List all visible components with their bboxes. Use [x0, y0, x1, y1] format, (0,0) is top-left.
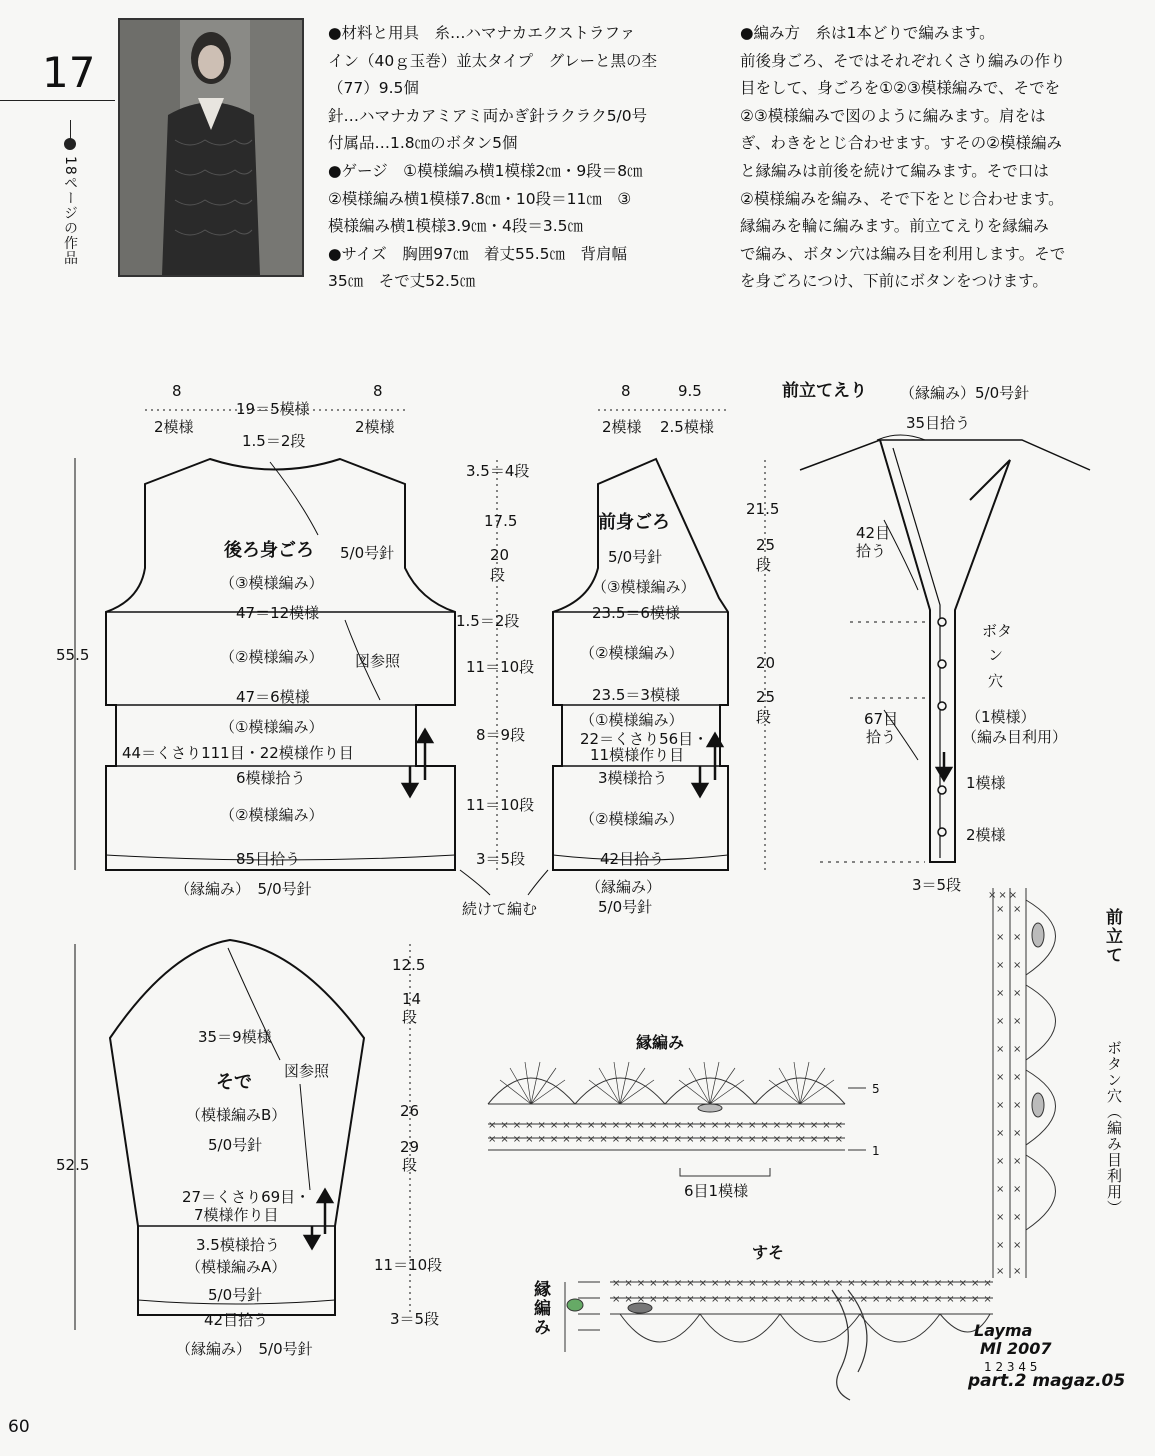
back-height: 55.5 — [56, 646, 90, 664]
watermark-line1: Layma — [974, 1321, 1033, 1340]
svg-text:×: × — [996, 932, 1005, 943]
back-top-right: 8 — [373, 382, 383, 400]
collar-button-e: （編み目利用） — [962, 728, 1068, 746]
sleeve-pickup-42: 42目拾う — [204, 1311, 269, 1329]
back-neck-rows: 1.5＝2段 — [242, 432, 306, 450]
back-body-title: 後ろ身ごろ — [224, 540, 314, 561]
front-edge: （縁編み） — [586, 878, 662, 896]
dim-yoke-rows: 1.5＝2段 — [456, 612, 520, 630]
page-number: 60 — [8, 1417, 30, 1437]
front-top-right-sub: 2.5模様 — [660, 418, 714, 436]
front-chain-a: 22＝くさり56目・ — [580, 730, 709, 748]
instructions-line: 前後身ごろ、そではそれぞれくさり編みの作り — [740, 51, 1066, 70]
collar-button-a: ボタ — [982, 622, 1013, 640]
svg-text:×: × — [996, 1044, 1005, 1055]
sleeve-ref: 図参照 — [284, 1062, 330, 1080]
materials-line: 付属品…1.8㎝のボタン5個 — [328, 134, 518, 153]
edging-row-1: 1 — [872, 1144, 880, 1158]
dim-hem-pattern-rows: 11＝10段 — [466, 796, 535, 814]
sleeve-dim-1c: 段 — [402, 1008, 418, 1026]
dim-pattern2-rows: 11＝10段 — [466, 658, 535, 676]
front-pickup-42: 42目拾う — [600, 850, 665, 868]
svg-text:×: × — [996, 1212, 1005, 1223]
sleeve-dim-2a: 26 — [400, 1102, 420, 1120]
hem-side-label: 縁編み — [530, 1280, 550, 1337]
svg-text:×: × — [996, 904, 1005, 915]
front-body-title: 前身ごろ — [598, 512, 670, 533]
back-pattern2: （②模様編み） — [220, 648, 324, 666]
svg-text:×: × — [1013, 932, 1022, 943]
front-chain-b: 11模様作り目 — [590, 746, 685, 764]
svg-text:×: × — [1013, 904, 1022, 915]
materials-line: ②模様編み横1模様7.8㎝・10段＝11㎝ ③ — [328, 189, 632, 208]
front-dim-a3: 段 — [756, 556, 772, 574]
svg-text:×: × — [1013, 1128, 1022, 1139]
svg-text:×: × — [1013, 960, 1022, 971]
collar-button-d: （1模様） — [966, 708, 1036, 726]
front-dim-a1: 21.5 — [746, 500, 780, 518]
materials-line: ●ゲージ ①模様編み横1模様2㎝・9段＝8㎝ — [328, 161, 643, 180]
back-width-47-12: 47＝12模様 — [236, 604, 320, 622]
back-ref: 図参照 — [355, 652, 401, 670]
collar-pick-67a: 67目 — [864, 710, 899, 728]
sleeve-dim-1a: 12.5 — [392, 956, 426, 974]
watermark-line3: part.2 magaz.05 — [968, 1371, 1126, 1391]
svg-text:×: × — [1013, 1240, 1022, 1251]
svg-text:×: × — [996, 1128, 1005, 1139]
sleeve-needle2: 5/0号針 — [208, 1286, 263, 1304]
svg-text:××××××××××××××××××××××××××××××: ××××××××××××××××××××××××××××××× — [612, 1278, 996, 1289]
svg-text:×: × — [996, 1240, 1005, 1251]
front-dim-b3: 段 — [756, 708, 772, 726]
svg-text:×: × — [996, 1016, 1005, 1027]
front-pattern2: （②模様編み） — [580, 644, 684, 662]
dim-armhole-a: 17.5 — [484, 512, 518, 530]
edging-row-5: 5 — [872, 1082, 880, 1096]
materials-line: 模様編み横1模様3.9㎝・4段＝3.5㎝ — [328, 217, 584, 236]
front-edge-needle: 5/0号針 — [598, 898, 653, 916]
collar-pick-67b: 拾う — [866, 728, 897, 746]
svg-text:×: × — [996, 988, 1005, 999]
back-pattern2b: （②模様編み） — [220, 806, 324, 824]
front-band-label: 前立て — [1102, 908, 1122, 965]
back-pickup-85: 85目拾う — [236, 850, 301, 868]
collar-button-c: 穴 — [988, 672, 1004, 690]
svg-text:×: × — [1013, 1072, 1022, 1083]
collar-subtitle: （縁編み）5/0号針 — [900, 384, 1030, 402]
instructions-line: を身ごろにつけ、下前にボタンをつけます。 — [740, 272, 1048, 291]
instructions-line: ②模様編みを編み、そで下をとじ合わせます。 — [740, 189, 1064, 208]
svg-text:×: × — [996, 960, 1005, 971]
svg-text:×: × — [1013, 1100, 1022, 1111]
front-width-23-3: 23.5＝3模様 — [592, 686, 680, 704]
svg-text:×: × — [1013, 988, 1022, 999]
continue-note: 続けて編む — [462, 900, 538, 918]
materials-line: 35㎝ そで丈52.5㎝ — [328, 272, 476, 291]
collar-rep-2: 2模様 — [966, 826, 1006, 844]
front-dim-b2: 25 — [756, 688, 776, 706]
sleeve-dim-1b: 14 — [402, 990, 422, 1008]
svg-text:×: × — [996, 1184, 1005, 1195]
sleeve-pickup: 3.5模様拾う — [196, 1236, 280, 1254]
instructions-line: ②③模様編みで図のように編みます。肩をは — [740, 106, 1046, 125]
collar-rows: 3＝5段 — [912, 876, 962, 894]
back-top-center: 19＝5模様 — [236, 400, 310, 418]
back-pickup-6: 6模様拾う — [236, 769, 306, 787]
front-top-left: 8 — [621, 382, 631, 400]
instructions-line: 縁編みを輪に編みます。前立てえりを縁編み — [740, 217, 1049, 236]
front-top-left-sub: 2模様 — [602, 418, 642, 436]
materials-line: 針…ハマナカアミアミ両かぎ針ラクラク5/0号 — [328, 106, 648, 125]
dim-armhole-c: 段 — [490, 566, 506, 584]
svg-text:××××××××××××××××××××××××××××××: ××××××××××××××××××××××××××××××× — [612, 1294, 996, 1305]
collar-rep-1: 1模様 — [966, 774, 1006, 792]
materials-line: （77）9.5個 — [328, 79, 419, 98]
pattern-number: 17 — [42, 48, 96, 97]
back-chain: 44＝くさり111目・22模様作り目 — [122, 744, 354, 762]
instructions-line: ●編み方 糸は1本どりで編みます。 — [740, 24, 995, 42]
front-body-needle: 5/0号針 — [608, 548, 663, 566]
sleeve-height: 52.5 — [56, 1156, 90, 1174]
svg-text:×××××××××××××××××××××××××××××: ××××××××××××××××××××××××××××× — [488, 1134, 847, 1145]
sleeve-pattern-a: （模様編みA） — [186, 1258, 287, 1276]
svg-text:×: × — [996, 1156, 1005, 1167]
svg-text:×: × — [1013, 1156, 1022, 1167]
collar-title: 前立てえり — [782, 381, 867, 401]
collar-pick-42b: 拾う — [856, 542, 887, 560]
back-top-left-sub: 2模様 — [154, 418, 194, 436]
collar-pick-35: 35目拾う — [906, 414, 971, 432]
page-ref: 18ページの作品 — [62, 156, 78, 266]
sleeve-dim-2c: 段 — [402, 1156, 418, 1174]
dim-neck-rows: 3.5＝4段 — [466, 462, 530, 480]
back-top-right-sub: 2模様 — [355, 418, 395, 436]
svg-text:×: × — [996, 1072, 1005, 1083]
sleeve-dim-3: 11＝10段 — [374, 1256, 443, 1274]
back-pattern3: （③模様編み） — [220, 574, 324, 592]
collar-button-b: ン — [988, 646, 1004, 664]
svg-text:×××××××××××××××××××××××××××××: ××××××××××××××××××××××××××××× — [488, 1120, 847, 1131]
instructions-line: ぎ、わきをとじ合わせます。すその②模様編み — [740, 134, 1063, 153]
dim-armhole-b: 20 — [490, 546, 510, 564]
front-dim-a2: 25 — [756, 536, 776, 554]
front-pickup-3: 3模様拾う — [598, 769, 668, 787]
instructions-line: 目をして、身ごろを①②③模様編みで、そでを — [740, 79, 1061, 98]
svg-text:×: × — [1013, 1016, 1022, 1027]
front-pattern2b: （②模様編み） — [580, 810, 684, 828]
front-width-23-6: 23.5＝6模様 — [592, 604, 680, 622]
materials-line: ●サイズ 胸囲97㎝ 着丈55.5㎝ 背肩幅 — [328, 244, 628, 263]
front-pattern1: （①模様編み） — [580, 711, 684, 729]
materials-line: イン（40ｇ玉巻）並太タイプ グレーと黒の杢 — [328, 51, 657, 70]
svg-text:×: × — [1013, 1266, 1022, 1277]
back-edge: （縁編み） 5/0号針 — [175, 880, 312, 898]
svg-text:×××: ××× — [988, 890, 1020, 901]
svg-text:×: × — [1013, 1184, 1022, 1195]
collar-pick-42a: 42目 — [856, 524, 891, 542]
watermark-line2: Ml 2007 — [980, 1339, 1052, 1358]
dim-pattern1-rows: 8＝9段 — [476, 726, 526, 744]
sleeve-dim-2b: 29 — [400, 1138, 420, 1156]
svg-text:×: × — [996, 1100, 1005, 1111]
svg-text:×: × — [1013, 1212, 1022, 1223]
sleeve-width: 35＝9模様 — [198, 1028, 272, 1046]
materials-line: ●材料と用具 糸…ハマナカエクストラファ — [328, 24, 636, 42]
edging-repeat: 6目1模様 — [684, 1182, 749, 1200]
sleeve-dim-4: 3＝5段 — [390, 1310, 440, 1328]
buttonhole-label: ボタン穴（編み目利用） — [1105, 1040, 1123, 1216]
sleeve-pattern-b: （模様編みB） — [186, 1106, 287, 1124]
sleeve-needle: 5/0号針 — [208, 1136, 263, 1154]
instructions-line: と縁編みは前後を続けて編みます。そで口は — [740, 161, 1049, 180]
front-pattern3: （③模様編み） — [592, 578, 696, 596]
back-width-47-6: 47＝6模様 — [236, 688, 310, 706]
dim-edge-rows: 3＝5段 — [476, 850, 526, 868]
hem-title: すそ — [752, 1243, 785, 1262]
edging-title: 縁編み — [636, 1033, 685, 1052]
sleeve-chain-a: 27＝くさり69目・ — [182, 1188, 311, 1206]
instructions-line: で編み、ボタン穴は編み目を利用します。そで — [740, 244, 1066, 263]
svg-text:×: × — [1013, 1044, 1022, 1055]
sleeve-edge: （縁編み） 5/0号針 — [176, 1340, 313, 1358]
sleeve-title: そで — [216, 1072, 252, 1093]
back-pattern1: （①模様編み） — [220, 718, 324, 736]
back-top-left: 8 — [172, 382, 182, 400]
front-dim-b1: 20 — [756, 654, 776, 672]
svg-text:×: × — [996, 1266, 1005, 1277]
sleeve-chain-b: 7模様作り目 — [194, 1206, 279, 1224]
front-top-right: 9.5 — [678, 382, 702, 400]
back-body-needle: 5/0号針 — [340, 544, 395, 562]
hem-row-numbers: 1 2 3 4 5 — [984, 1360, 1038, 1374]
